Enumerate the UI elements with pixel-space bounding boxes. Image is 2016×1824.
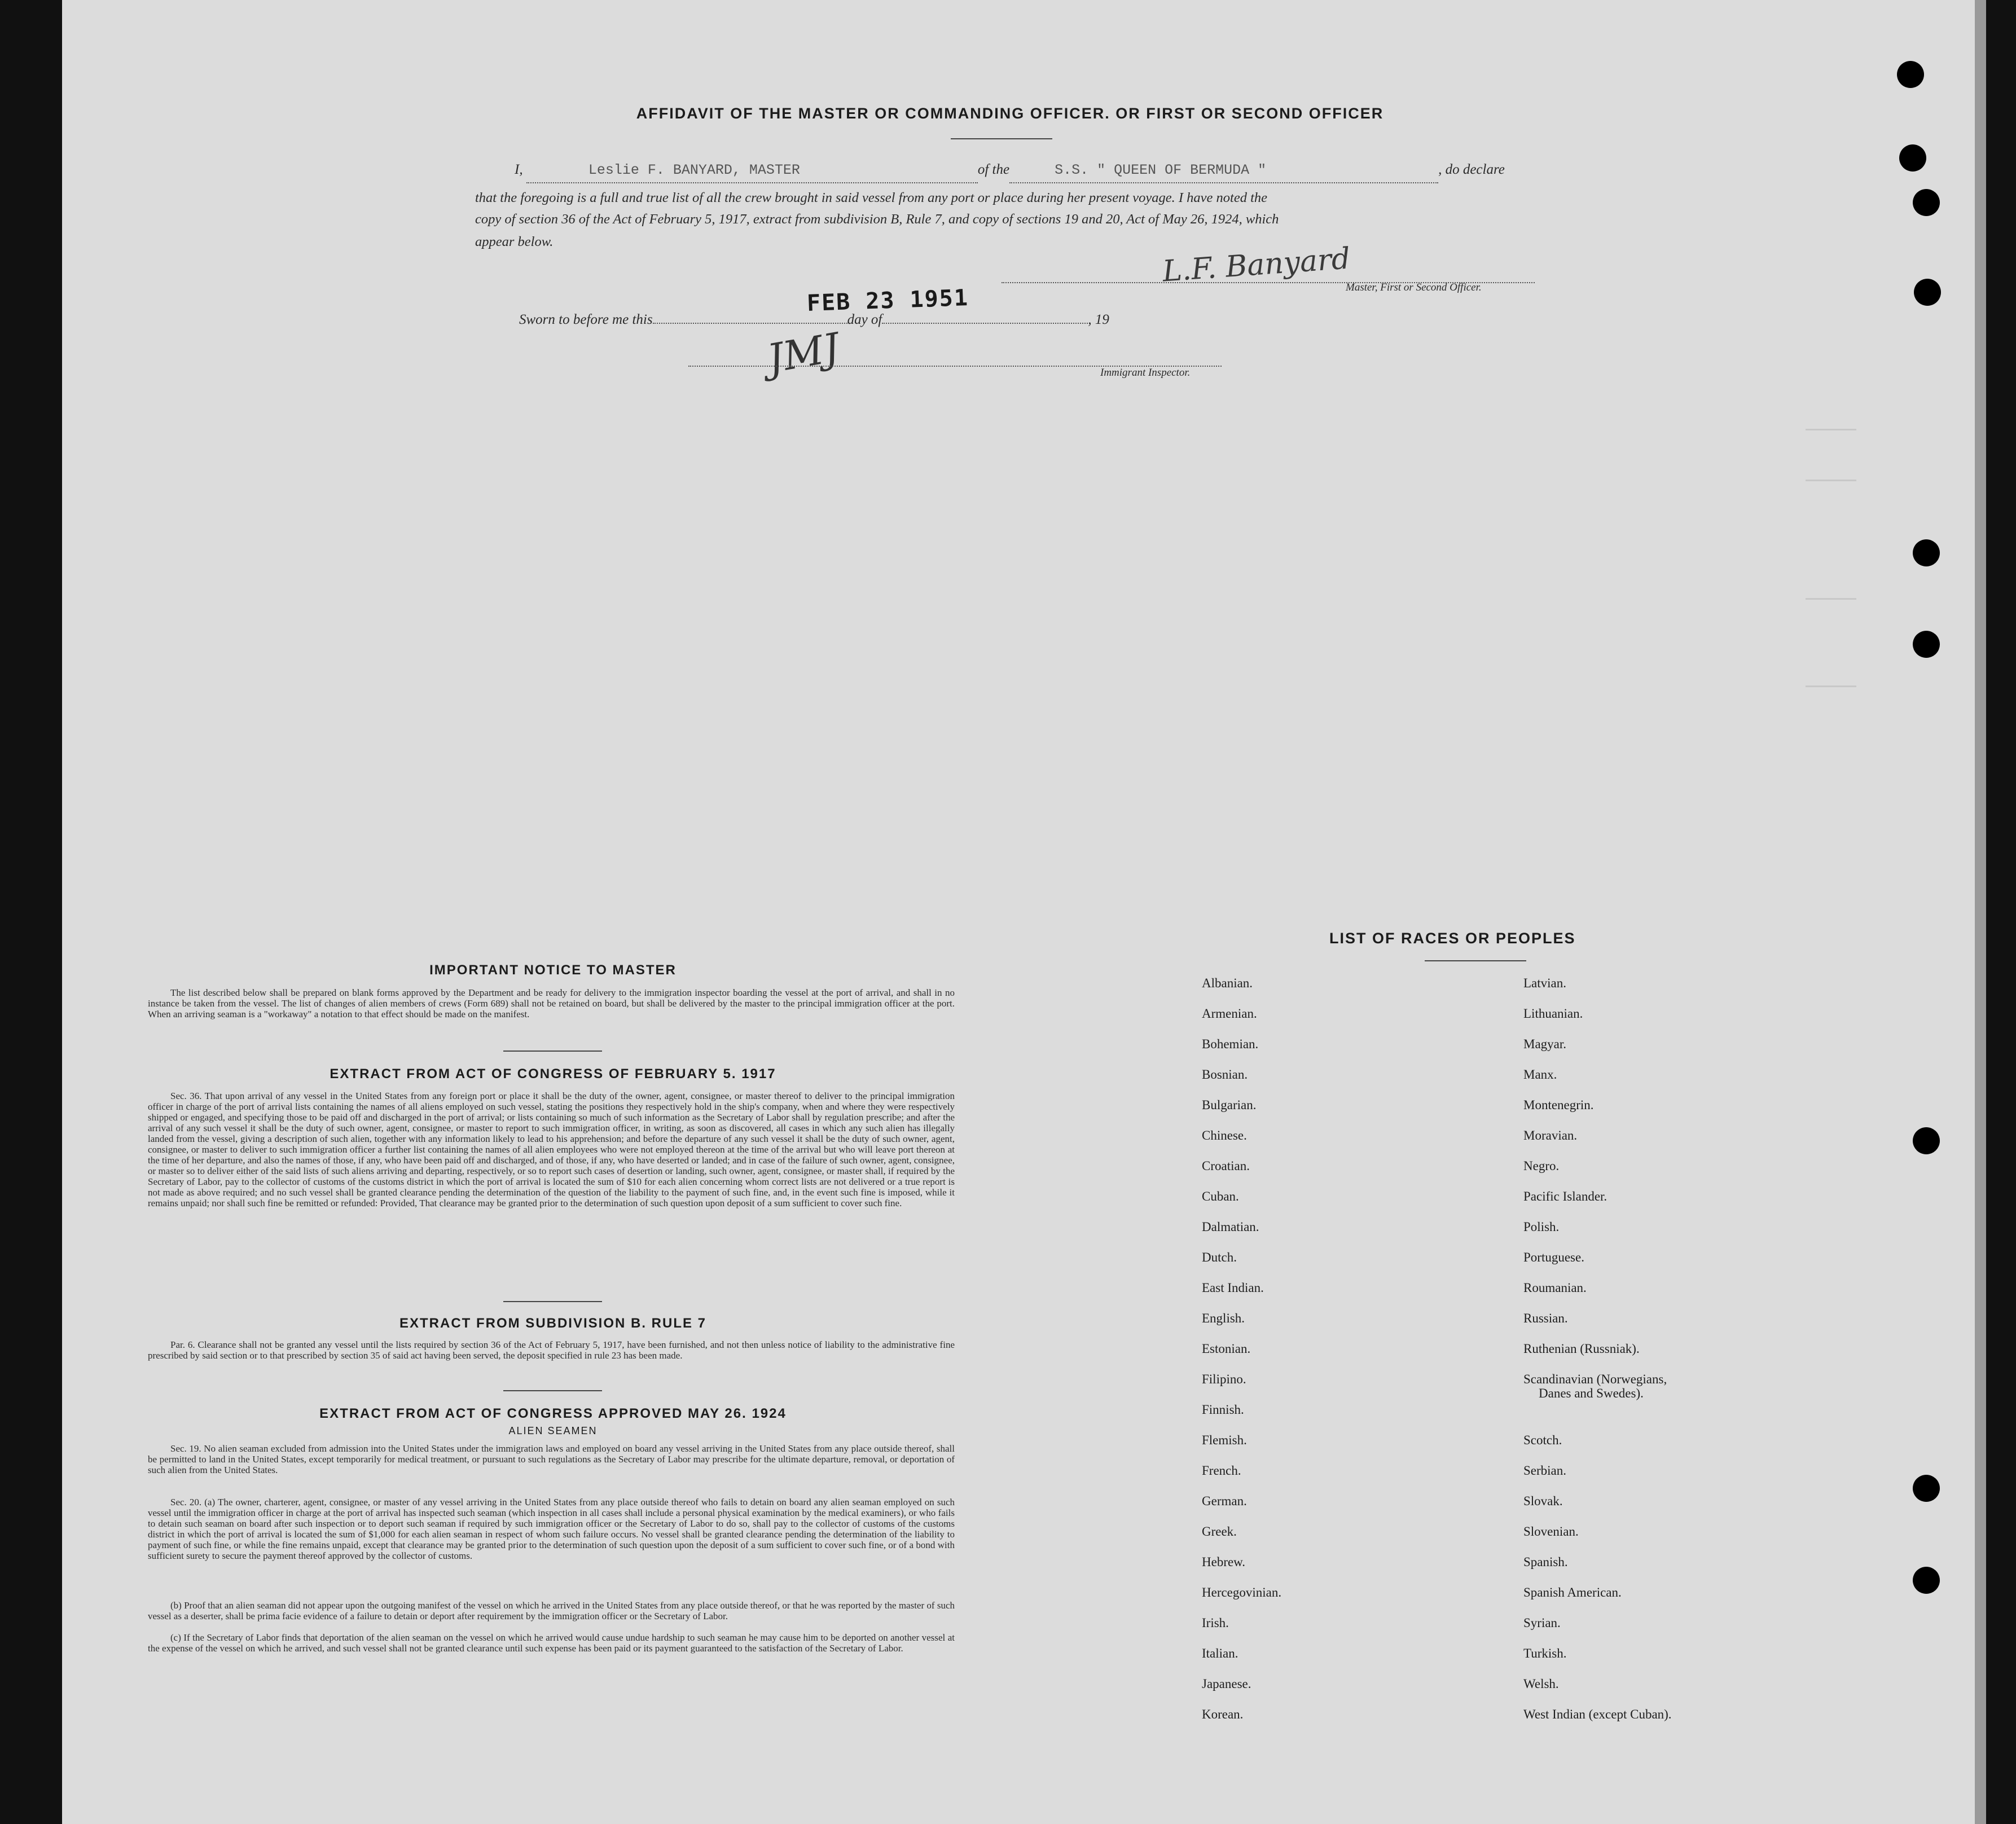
race-item: West Indian (except Cuban). (1523, 1707, 1672, 1721)
divider (503, 1301, 602, 1302)
race-item: Hercegovinian. (1202, 1585, 1282, 1599)
race-item: Filipino. (1202, 1372, 1246, 1386)
date-stamp: FEB 23 1951 (806, 285, 969, 317)
do-declare-text: , do declare (1438, 162, 1505, 177)
divider (503, 1051, 602, 1052)
vessel-name: S.S. " QUEEN OF BERMUDA " (1055, 162, 1267, 178)
race-item: Scandinavian (Norwegians, (1523, 1372, 1667, 1386)
page-edge (1975, 0, 1986, 1824)
sworn-day-field (653, 323, 847, 324)
race-item: Polish. (1523, 1220, 1560, 1234)
race-item: Spanish American. (1523, 1585, 1622, 1599)
rule-7-text: Par. 6. Clearance shall not be granted any vessel until the lists required by section 36 of the Act of February 5, 1917, have been furnished, and not then unless notice of liability to the administrative fine prescribed by said section or to that prescribed by section 35 of said act having been served, the deposit specified in rule 23 has been made. (148, 1339, 955, 1361)
race-item: Korean. (1202, 1707, 1244, 1721)
race-item: Bohemian. (1202, 1037, 1259, 1051)
races-title: LIST OF RACES OR PEOPLES (1329, 930, 1576, 947)
extract-1924-subtitle: ALIEN SEAMEN (508, 1425, 598, 1436)
extract-1917-title: EXTRACT FROM ACT OF CONGRESS OF FEBRUARY 5. 1917 (330, 1066, 776, 1082)
race-item: Bulgarian. (1202, 1098, 1257, 1112)
race-item: Estonian. (1202, 1342, 1251, 1356)
race-item: Croatian. (1202, 1159, 1250, 1173)
notice-title: IMPORTANT NOTICE TO MASTER (429, 962, 677, 978)
sworn-label: Sworn to before me this (519, 312, 653, 327)
i-label: I, (515, 162, 523, 177)
race-item: East Indian. (1202, 1281, 1264, 1295)
race-item: Russian. (1523, 1311, 1568, 1325)
affidavit-title: AFFIDAVIT OF THE MASTER OR COMMANDING OFFICER. OR FIRST OR SECOND OFFICER (636, 105, 1384, 122)
master-name: Leslie F. BANYARD, MASTER (588, 162, 800, 178)
race-item: Ruthenian (Russniak). (1523, 1342, 1640, 1356)
race-item: Italian. (1202, 1646, 1238, 1660)
extract-1924-sec19: Sec. 19. No alien seaman excluded from admission into the United States under the immigration laws and employed on board any vessel arriving in the United States from any place outside thereof, shall be permitted to land in the United States, except temporarily for medical treatment, or pursuant to such regulations as the Secretary of Labor may prescribe for the ultimate departure, removal, or deportation of such alien from the United States. (148, 1443, 955, 1475)
race-item: Flemish. (1202, 1433, 1247, 1447)
day-of-label: day of (847, 312, 882, 327)
race-item: Cuban. (1202, 1189, 1239, 1203)
race-item-continuation: Danes and Swedes). (1539, 1386, 1644, 1400)
race-item: Latvian. (1523, 976, 1566, 990)
sworn-month-field (882, 323, 1088, 324)
race-item: Manx. (1523, 1067, 1557, 1082)
signature-caption: Master, First or Second Officer. (1346, 282, 1482, 293)
binder-hole (1897, 61, 1924, 88)
bleed-through-mark (1806, 685, 1856, 687)
extract-1917-text: Sec. 36. That upon arrival of any vessel in the United States from any foreign port or place it shall be the duty of the owner, agent, consignee, or master thereof to deliver to the principal immigration officer in charge of the port of arrival lists containing the names of all aliens employed on such vessel, stating the positions they respectively hold in the ship's company, when and where they were respectively shipped or engaged, and specifying those to be paid off and discharged in the port of arrival; or lists containing so much of such information as the Secretary of Labor shall by regulation prescribe; and after the arrival of any such vessel it shall be the duty of such owner, agent, consignee, or master to report to such immigration officer, in writing, as soon as discovered, all cases in which any such alien has illegally landed from the vessel, giving a description of such alien, together with any information likely to lead to his apprehension; and before the departure of any such vessel it shall be the duty of such owner, agent, consignee, or master to deliver to such immigration officer a further list containing the names of all alien employees who were not employed thereon at the time of the arrival but who will leave port thereon at the time of her departure, and also the names of those, if any, who have been paid off and discharged, and of those, if any, who have deserted or landed; and in case of the failure of such owner, agent, consignee, or master so to deliver either of the said lists of such aliens arriving and departing, respectively, or so to report such cases of desertion or landing, such owner, agent, consignee, or master shall, if required by the Secretary of Labor, pay to the collector of customs of the customs district in which the port of arrival is located the sum of $10 for each alien concerning whom correct lists are not delivered or a true report is not made as above required; and no such vessel shall be granted clearance pending the determination of the question of the liability to the payment of such fine, and, in the event such fine is imposed, while it remains unpaid; nor shall such fine be remitted or refunded: Provided, That clearance may be granted prior to the determination of such question upon deposit of a sum sufficient to cover such fine. (148, 1091, 955, 1208)
extract-1924-sec20a: Sec. 20. (a) The owner, charterer, agent, consignee, or master of any vessel arriving in the United States from any place outside thereof who fails to detain on board any alien seaman employed on such vessel until the immigration officer in charge at the port of arrival has inspected such seaman (which inspection in all cases shall include a personal physical examination by the medical examiners), or who fails to detain such seaman on board after such inspection or to deport such seaman if required by such immigration officer or the Secretary of Labor to do so, shall pay to the collector of customs of the customs district in which the port of arrival is located the sum of $1,000 for each alien seaman in respect of whom such failure occurs. No vessel shall be granted clearance pending the determination of the liability to payment of such fine, or while the fine remains unpaid, except that clearance may be granted prior to the determination of such question upon the deposit of a sum sufficient to cover such fine, or of a bond with sufficient surety to secure the payment thereof approved by the collector of customs. (148, 1497, 955, 1561)
race-item: French. (1202, 1463, 1241, 1478)
race-item: Hebrew. (1202, 1555, 1246, 1569)
race-item: Finnish. (1202, 1403, 1244, 1417)
divider (503, 1390, 602, 1391)
races-title-underline (1425, 960, 1526, 961)
race-item: English. (1202, 1311, 1245, 1325)
inspector-caption: Immigrant Inspector. (1100, 367, 1191, 379)
year-prefix: , 19 (1088, 312, 1109, 327)
notice-text: The list described below shall be prepared on blank forms approved by the Department and be ready for delivery to the immigration inspector boarding the vessel at the port of arrival, and shall in no instance be taken from the vessel. The list of changes of alien members of crews (Form 689) shall not be retained on board, but shall be delivered by the master to the principal immigration officer at the port. When an arriving seaman is a "workaway" a notation to that effect should be made on the manifest. (148, 987, 955, 1019)
race-item: Dutch. (1202, 1250, 1237, 1264)
race-item: Lithuanian. (1523, 1007, 1583, 1021)
race-item: Syrian. (1523, 1616, 1561, 1630)
affidavit-line-1 (515, 158, 1541, 183)
extract-1924-title: EXTRACT FROM ACT OF CONGRESS APPROVED MAY 26. 1924 (319, 1406, 787, 1421)
race-item: Bosnian. (1202, 1067, 1248, 1082)
binder-hole (1913, 1475, 1940, 1502)
race-item: Albanian. (1202, 976, 1253, 990)
master-signature: L.F. Banyard (1161, 241, 1352, 289)
rule-7-title: EXTRACT FROM SUBDIVISION B. RULE 7 (399, 1316, 707, 1331)
inspector-initials: JMJ (763, 324, 843, 383)
binder-hole (1914, 279, 1941, 306)
bleed-through-mark (1806, 598, 1856, 600)
affidavit-line-4: appear below. (475, 234, 554, 249)
binder-hole (1913, 631, 1940, 658)
race-item: Welsh. (1523, 1677, 1559, 1691)
race-item: Roumanian. (1523, 1281, 1587, 1295)
binder-hole (1913, 189, 1940, 216)
race-item: Portuguese. (1523, 1250, 1584, 1264)
affidavit-line-2: that the foregoing is a full and true list of all the crew brought in said vessel from any port or place during her present voyage. I have noted the (475, 190, 1268, 205)
binder-hole (1913, 1567, 1940, 1594)
binder-hole (1899, 144, 1926, 172)
sworn-line (519, 308, 1196, 332)
race-item: Negro. (1523, 1159, 1560, 1173)
race-item: Irish. (1202, 1616, 1229, 1630)
race-item: Spanish. (1523, 1555, 1568, 1569)
race-item: Dalmatian. (1202, 1220, 1259, 1234)
race-item: Japanese. (1202, 1677, 1251, 1691)
race-item: Montenegrin. (1523, 1098, 1594, 1112)
race-item: Slovenian. (1523, 1524, 1579, 1539)
race-item: Armenian. (1202, 1007, 1257, 1021)
name-field (526, 158, 978, 183)
race-item: Moravian. (1523, 1128, 1578, 1142)
race-item: Magyar. (1523, 1037, 1567, 1051)
race-item: Serbian. (1523, 1463, 1567, 1478)
bleed-through-mark (1806, 429, 1856, 430)
extract-1924-sec20c: (c) If the Secretary of Labor finds that deportation of the alien seaman on the vessel on which he arrived would cause undue hardship to such seaman he may cause him to be deported on another vessel at the expense of the vessel on which he arrived, and such vessel shall not be granted clearance until such expense has been paid or its payment guaranteed to the satisfaction of the Secretary of Labor. (148, 1632, 955, 1654)
race-item: Turkish. (1523, 1646, 1567, 1660)
bleed-through-mark (1806, 480, 1856, 481)
race-item: Pacific Islander. (1523, 1189, 1607, 1203)
race-item: Greek. (1202, 1524, 1237, 1539)
binder-hole (1913, 1127, 1940, 1154)
title-underline (951, 138, 1052, 139)
vessel-field (1009, 158, 1438, 183)
binder-hole (1913, 539, 1940, 566)
affidavit-line-3: copy of section 36 of the Act of February 5, 1917, extract from subdivision B, Rule 7, and copy of sections 19 and 20, Act of May 26, 1924, which (475, 212, 1279, 227)
race-item: Slovak. (1523, 1494, 1563, 1508)
race-item: German. (1202, 1494, 1247, 1508)
of-the-label: of the (977, 162, 1010, 177)
race-item: Chinese. (1202, 1128, 1247, 1142)
race-item: Scotch. (1523, 1433, 1562, 1447)
extract-1924-sec20b: (b) Proof that an alien seaman did not appear upon the outgoing manifest of the vessel on which he arrived in the United States from any place outside thereof, or that he was reported by the master of such vessel as a deserter, shall be prima facie evidence of a failure to detain or deport after requirement by the immigration officer or the Secretary of Labor. (148, 1600, 955, 1621)
